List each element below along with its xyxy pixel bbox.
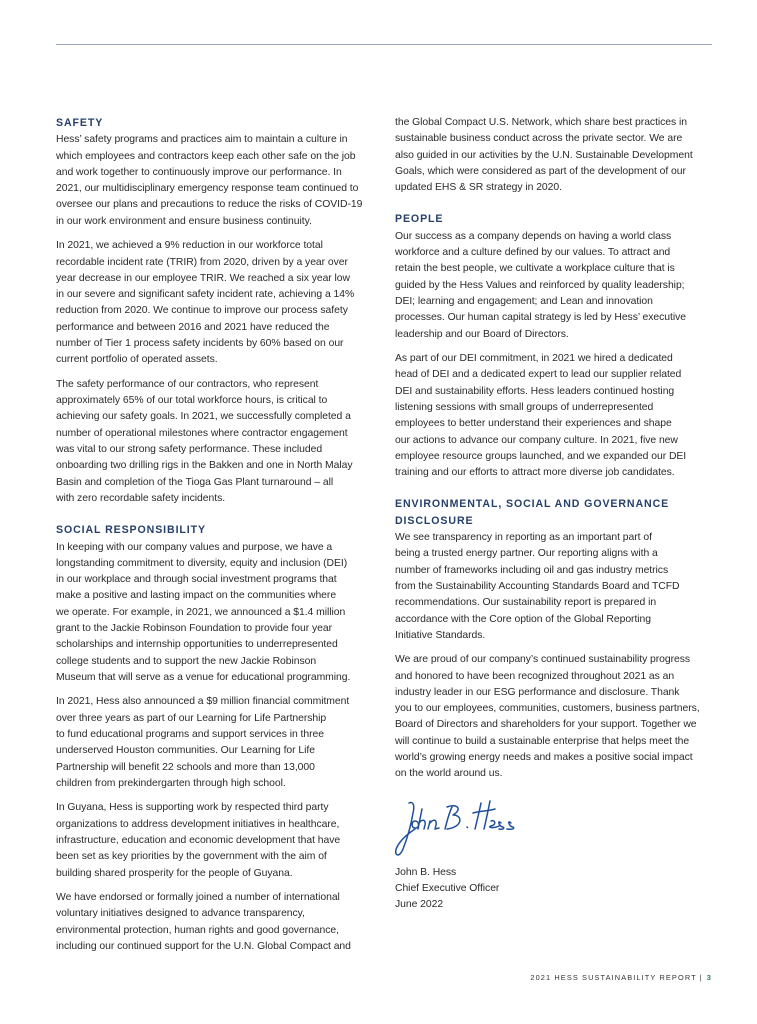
section-heading: SAFETY	[56, 117, 104, 129]
left-column	[56, 115, 374, 963]
page-footer	[530, 973, 712, 982]
paragraph: In 2021, Hess also announced a $9 million financial commitment over three years as part of our Learning for Life Partnership to fund educational programs and support services in three underserved Houston communities. Our Learning for Life Partnership will benefit 22 schools and more than 13,000 children from prekindergarten through high school.	[56, 696, 350, 789]
header-rule	[56, 44, 712, 45]
report-title: 2021 HESS SUSTAINABILITY REPORT |	[530, 973, 703, 982]
paragraph: In 2021, we achieved a 9% reduction in our workforce total recordable incident rate (TRIR) from 2020, driven by a year over year decrease in our employee TRIR. We reached a six year low in our severe and significant safety incident rate, achieving a 14% reduction from 2020. We continue to improve our process safety performance and between 2016 and 2021 have reduced the number of Tier 1 process safety incidents by 60% based on our current portfolio of operated assets.	[56, 240, 355, 366]
paragraph: In Guyana, Hess is supporting work by respected third party organizations to address development initiatives in healthcare, infrastructure, education and economic development that have been set as key priorities by the government with the aim of building shared prosperity for the people of Guyana.	[56, 802, 341, 879]
paragraph: We are proud of our company’s continued sustainability progress and honored to have been recognized throughout 2021 as an industry leader in our ESG performance and disclosure. Thank you to our employees, communities, customers, business partners, Board of Directors and shareholders for your support. Together we will continue to build a sustainable enterprise that helps meet the world’s growing energy needs and makes a positive social impact on the world around us.	[395, 654, 700, 780]
paragraph: The safety performance of our contractors, who represent approximately 65% of our total workforce hours, is critical to achieving our safety goals. In 2021, we successfully completed a number of operational milestones where contractor engagement was vital to our strong safety performance. These included onboarding two drilling rigs in the Bakken and one in North Malay Basin and completion of the Tioga Gas Plant turnaround – all with zero recordable safety incidents.	[56, 378, 353, 504]
signer-name: John B. Hess	[395, 866, 457, 878]
paragraph: We have endorsed or formally joined a number of international voluntary initiatives designed to advance transparency, environmental protection, human rights and good governance, including our continued support for the U.N. Global Compact and	[56, 892, 351, 952]
signature-image	[395, 799, 525, 861]
signer-title: Chief Executive Officer	[395, 882, 500, 894]
right-column	[395, 115, 725, 914]
paragraph: In keeping with our company values and purpose, we have a longstanding commitment to diversity, equity and inclusion (DEI) in our workplace and through social investment programs that make a positive and lasting impact on the communities where we operate. For example, in 2021, we announced a $1.4 million grant to the Jackie Robinson Foundation to provide four year scholarships and internship opportunities to underrepresented college students and to support the new Jackie Robinson Museum that will serve as a venue for educational programming.	[56, 541, 351, 683]
paragraph: As part of our DEI commitment, in 2021 we hired a dedicated head of DEI and a dedicated expert to lead our supplier related DEI and sustainability efforts. Hess leaders continued hosting listening sessions with small groups of underrepresented employees to better understand their experiences and shape our actions to advance our company culture. In 2021, five new employee resource groups launched, and we expanded our DEI training and our efforts to attract more diverse job candidates.	[395, 353, 687, 479]
social-responsibility-section	[56, 522, 374, 955]
signature-date: June 2022	[395, 899, 444, 911]
page-number: 3	[706, 973, 712, 982]
paragraph: Hess’ safety programs and practices aim to maintain a culture in which employees and contractors keep each other safe on the job and work together to continuously improve our performance. In 2021, our multidisciplinary emergency response team continued to oversee our plans and precautions to reduce the risks of COVID-19 in our work environment and ensure business continuity.	[56, 134, 363, 227]
section-heading: ENVIRONMENTAL, SOCIAL AND GOVERNANCE DISCLOSURE	[395, 498, 670, 527]
paragraph: Our success as a company depends on having a world class workforce and a culture defined by our values. To attract and retain the best people, we cultivate a workplace culture that is guided by the Hess Values and reinforced by quality leadership; DEI; learning and engagement; and Lean and innovation processes. Our human capital strategy is led by Hess’ executive leadership and our Board of Directors.	[395, 230, 686, 340]
section-heading: SOCIAL RESPONSIBILITY	[56, 524, 206, 537]
esg-disclosure-section	[395, 496, 725, 782]
people-section	[395, 211, 725, 481]
signer-block	[395, 865, 725, 914]
section-heading: PEOPLE	[395, 213, 444, 226]
paragraph: We see transparency in reporting as an important part of being a trusted energy partner. Our reporting aligns with a number of frameworks including oil and gas industry metrics from the Sustainability Accounting Standards Board and TCFD recommendations. Our sustainability report is prepared in accordance with the Core option of the Global Reporting Initiative Standards.	[395, 532, 680, 641]
paragraph-continued: the Global Compact U.S. Network, which share best practices in sustainable business conduct across the private sector. We are also guided in our activities by the U.N. Sustainable Development Goals, which were considered as part of the development of our updated EHS & SR strategy in 2020.	[395, 117, 693, 194]
safety-section	[56, 115, 374, 507]
